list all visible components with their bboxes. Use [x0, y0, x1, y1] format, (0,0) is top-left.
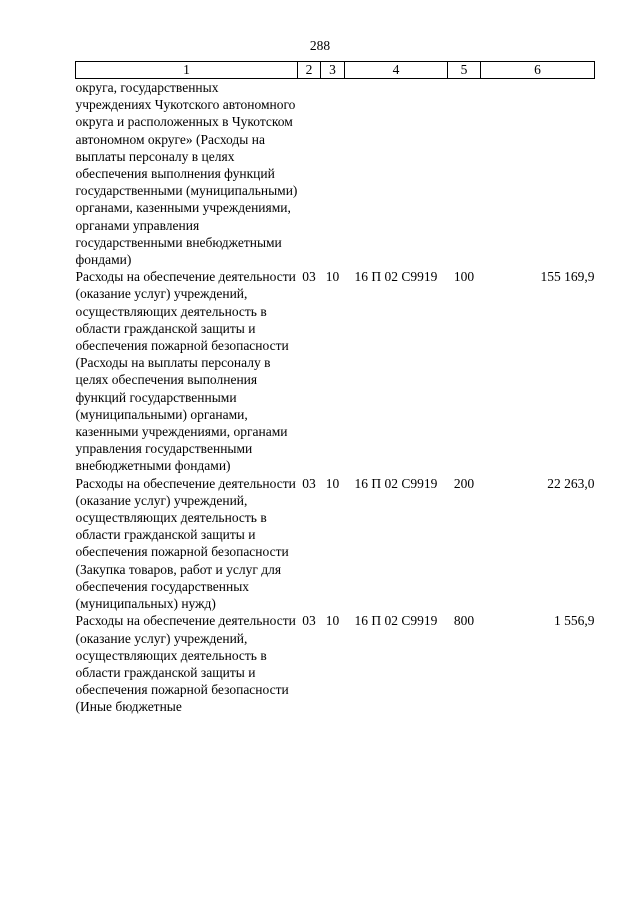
- row-target-article: 16 П 02 С9919: [354, 269, 438, 285]
- table-row: [76, 268, 595, 474]
- row-name: округа, государственных учреждениях Чукотского автономного округа и расположенных в Чукотском автономном округе» (Расходы на выплаты персоналу в целях обеспечения выполнения функций государственными (муниципальными) органами, казенными учреждениями, органами управления государственными внебюджетными фондами): [75, 80, 298, 268]
- row-name: Расходы на обеспечение деятельности (оказание услуг) учреждений, осуществляющих деятельность в области гражданской защиты и обеспечения пожарной безопасности (Закупка товаров, работ и услуг для обеспечения государственных (муниципальных) нужд): [75, 475, 296, 612]
- budget-table: [75, 61, 595, 716]
- row-subsection: 10: [325, 269, 340, 285]
- column-header-subsection: 3: [321, 62, 345, 79]
- row-expense-type: 200: [453, 475, 475, 491]
- row-subsection: 10: [325, 613, 340, 629]
- table-row: [76, 475, 595, 613]
- row-section: 03: [302, 475, 316, 491]
- row-name: Расходы на обеспечение деятельности (оказание услуг) учреждений, осуществляющих деятельность в области гражданской защиты и обеспечения пожарной безопасности (Иные бюджетные: [75, 613, 296, 715]
- row-name: Расходы на обеспечение деятельности (оказание услуг) учреждений, осуществляющих деятельность в области гражданской защиты и обеспечения пожарной безопасности (Расходы на выплаты персоналу в целях обеспечения выполнения функций государственными (муниципальными) органами, казенными учреждениями, органами управления государственными внебюджетными фондами): [75, 269, 296, 474]
- row-amount: 155 169,9: [540, 269, 595, 285]
- page-number: 288: [309, 38, 331, 53]
- row-section: [298, 79, 321, 269]
- column-header-amount: 6: [481, 62, 595, 79]
- row-section: 03: [302, 269, 316, 285]
- table-body: [76, 79, 595, 716]
- row-amount: 22 263,0: [547, 475, 595, 491]
- column-header-target-article: 4: [345, 62, 448, 79]
- row-subsection: 10: [325, 475, 340, 491]
- header-row: [76, 62, 595, 79]
- row-target-article: 16 П 02 С9919: [354, 613, 438, 629]
- row-amount: 1 556,9: [554, 613, 595, 629]
- row-section: 03: [302, 613, 316, 629]
- column-header-section: 2: [298, 62, 321, 79]
- row-target-article: [345, 79, 448, 269]
- table-row: [76, 79, 595, 269]
- row-expense-type: 100: [453, 269, 475, 285]
- table-row: [76, 612, 595, 715]
- row-subsection: [321, 79, 345, 269]
- table-header: [76, 62, 595, 79]
- row-expense-type: [448, 79, 481, 269]
- row-target-article: 16 П 02 С9919: [354, 475, 438, 491]
- column-header-expense-type: 5: [448, 62, 481, 79]
- row-amount: [481, 79, 595, 269]
- row-expense-type: 800: [453, 613, 475, 629]
- column-header-name: 1: [76, 62, 298, 79]
